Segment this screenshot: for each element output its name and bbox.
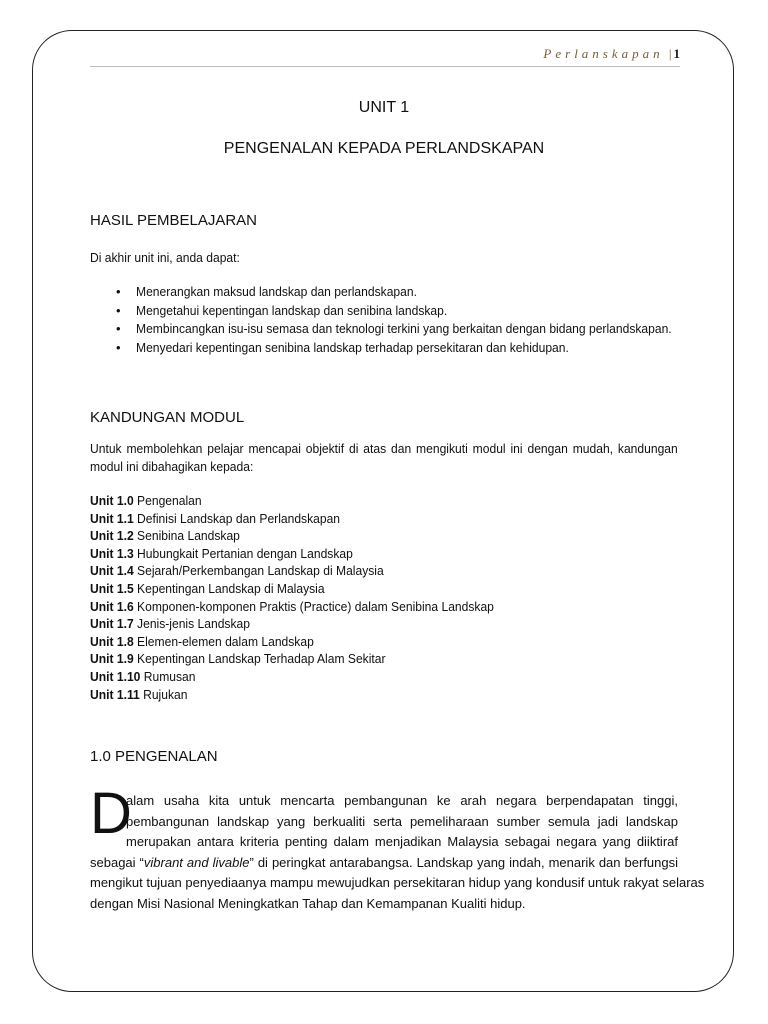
unit-list-item [90, 562, 494, 580]
bullet-icon: • [116, 321, 121, 336]
unit-name: Pengenalan [137, 493, 202, 508]
unit-list-item [90, 615, 494, 633]
unit-code: Unit 1.0 [90, 493, 134, 508]
unit-list-item [90, 510, 494, 528]
module-contents-intro: Untuk membolehkan pelajar mencapai objektif di atas dan mengikuti modul ini dengan mudah, kandungan modul ini dibahagikan kepada: [90, 441, 678, 474]
unit-list-item [90, 686, 494, 704]
unit-name: Sejarah/Perkembangan Landskap di Malaysia [137, 563, 384, 579]
unit-code: Unit 1.2 [90, 528, 134, 544]
list-item-text: Membincangkan isu-isu semasa dan teknologi terkini yang berkaitan dengan bidang perlandskapan. [136, 321, 672, 336]
bullet-icon: • [116, 284, 121, 299]
running-title: Perlanskapan [543, 46, 664, 61]
unit-code: Unit 1.9 [90, 651, 134, 667]
unit-name: Definisi Landskap dan Perlandskapan [137, 510, 341, 526]
unit-list-item [90, 580, 494, 598]
unit-name: Kepentingan Landskap Terhadap Alam Sekitar [137, 651, 386, 667]
bullet-icon: • [116, 302, 121, 318]
unit-label: UNIT 1 [358, 99, 410, 116]
unit-name: Komponen-komponen Praktis (Practice) dalam Senibina Landskap [137, 598, 494, 614]
unit-list [90, 492, 524, 703]
unit-list-item [90, 598, 494, 616]
emphasized-phrase: vibrant and livable [143, 854, 250, 870]
introduction-heading: 1.0 PENGENALAN [90, 748, 218, 765]
module-contents-heading: KANDUNGAN MODUL [90, 409, 245, 426]
learning-outcomes-intro: Di akhir unit ini, anda dapat: [90, 250, 240, 265]
paragraph-line: alam usaha kita untuk mencarta pembangunan ke arah negara berpendapatan tinggi, [126, 793, 678, 808]
running-header [90, 46, 680, 67]
unit-code: Unit 1.11 [90, 686, 140, 702]
list-item [90, 283, 678, 302]
paragraph-line: pembangunan landskap yang berkualiti serta pemeliharaan sumber semula jadi landskap [126, 813, 678, 829]
paragraph-text: ” di peringkat antarabangsa. Landskap yang indah, menarik dan berfungsi [249, 854, 679, 870]
list-item-text: Mengetahui kepentingan landskap dan senibina landskap. [136, 302, 448, 318]
drop-cap: D [90, 781, 132, 846]
unit-code: Unit 1.7 [90, 616, 134, 632]
paragraph-line: merupakan antara kriteria penting dalam menjadikan Malaysia sebagai negara yang diiktiraf [126, 834, 678, 849]
unit-name: Elemen-elemen dalam Landskap [137, 633, 314, 649]
unit-code: Unit 1.3 [90, 545, 134, 561]
unit-list-item [90, 633, 494, 651]
learning-outcomes-heading: HASIL PEMBELAJARAN [90, 212, 257, 229]
paragraph-line [90, 853, 678, 874]
unit-code: Unit 1.10 [90, 668, 141, 684]
unit-list-item [90, 527, 494, 545]
unit-name: Kepentingan Landskap di Malaysia [137, 580, 325, 596]
unit-code: Unit 1.4 [90, 563, 134, 579]
list-item [90, 339, 678, 358]
unit-list-item [90, 492, 494, 510]
page-number: 1 [673, 46, 680, 61]
learning-outcomes-list [90, 283, 678, 357]
list-item-text: Menyedari kepentingan senibina landskap terhadap persekitaran dan kehidupan. [136, 339, 569, 355]
introduction-paragraph [90, 781, 705, 914]
paragraph-line: mengikut tujuan penyediaanya mampu mewujudkan persekitaran hidup yang kondusif untuk rakyat selaras [90, 875, 705, 890]
unit-list-item [90, 668, 494, 686]
unit-name: Jenis-jenis Landskap [137, 616, 250, 632]
unit-name: Senibina Landskap [137, 528, 240, 544]
unit-name: Hubungkait Pertanian dengan Landskap [137, 545, 353, 561]
list-item [90, 320, 678, 339]
list-item [90, 302, 678, 321]
list-item-text: Menerangkan maksud landskap dan perlandskapan. [136, 284, 417, 299]
unit-name: Rumusan [143, 668, 196, 684]
paragraph-line: dengan Misi Nasional Meningkatkan Tahap dan Kemampanan Kualiti hidup. [90, 895, 526, 911]
unit-list-item [90, 545, 494, 563]
unit-code: Unit 1.6 [90, 598, 134, 614]
unit-code: Unit 1.1 [90, 510, 134, 526]
bullet-icon: • [116, 339, 121, 355]
unit-code: Unit 1.5 [90, 580, 134, 596]
unit-title: PENGENALAN KEPADA PERLANDSKAPAN [223, 140, 545, 157]
paragraph-text: sebagai “ [90, 854, 144, 870]
unit-name: Rujukan [143, 686, 188, 702]
header-separator: | [668, 46, 672, 61]
unit-list-item [90, 650, 494, 668]
unit-code: Unit 1.8 [90, 633, 134, 649]
